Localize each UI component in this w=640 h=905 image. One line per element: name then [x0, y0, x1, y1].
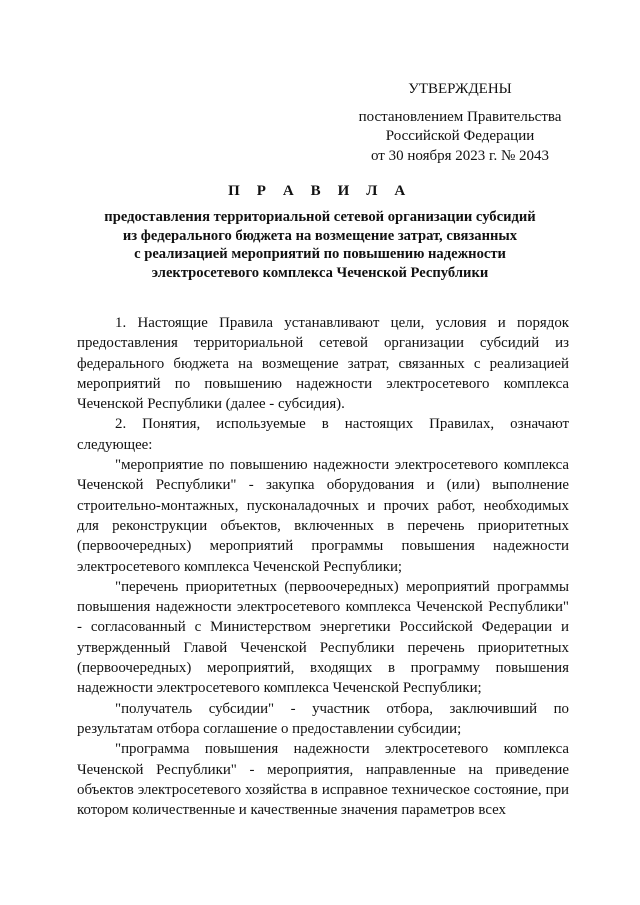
document-subtitle: [80, 208, 560, 282]
approval-block: [340, 80, 580, 166]
approval-line-1: постановлением Правительства: [358, 108, 562, 125]
paragraph-definition-measure: "мероприятие по повышению надежности электросетевого комплекса Чеченской Республики" - закупка оборудования и (или) выполнение строительно-монтажных, пусконаладочных и прочих работ, необходимых для реконструкции объектов, включенных в перечень приоритетных (первоочередных) мероприятий программы повышения надежности электросетевого комплекса Чеченской Республики;: [77, 457, 569, 575]
approval-heading: УТВЕРЖДЕНЫ: [408, 81, 512, 97]
subtitle-line-3: с реализацией мероприятий по повышению надежности: [134, 246, 506, 262]
paragraph-definition-recipient: "получатель субсидии" - участник отбора, заключивший по результатам отбора соглашение о предоставлении субсидии;: [77, 700, 569, 737]
approval-line-2: Российской Федерации: [385, 128, 535, 144]
approval-date-line: от 30 ноября 2023 г. № 2043: [370, 147, 550, 164]
paragraph-definition-priority-list: "перечень приоритетных (первоочередных) мероприятий программы повышения надежности электросетевого комплекса Чеченской Республики" - согласованный с Министерством энергетики Российской Федерации и утвержденный Главой Чеченской Республики перечень приоритетных (первоочередных) мероприятий, входящих в программу повышения надежности электросетевого комплекса Чеченской Республики;: [77, 578, 569, 697]
document-title: П Р А В И Л А: [228, 183, 412, 199]
subtitle-line-2: из федерального бюджета на возмещение затрат, связанных: [122, 227, 518, 244]
paragraph-clause-2: 2. Понятия, используемые в настоящих Правилах, означают следующее:: [77, 416, 569, 453]
subtitle-line-4: электросетевого комплекса Чеченской Республики: [151, 264, 489, 281]
approval-gap: [340, 100, 580, 108]
paragraph-clause-1: 1. Настоящие Правила устанавливают цели, условия и порядок предоставления территориальной сетевой организации субсидий из федерального бюджета на возмещение затрат, связанных с реализацией мероприятий по повышению надежности электросетевого комплекса Чеченской Республики (далее - субсидия).: [77, 315, 569, 413]
paragraph-definition-program: "программа повышения надежности электросетевого комплекса Чеченской Республики" - мероприятия, направленные на приведение объектов электросетевого хозяйства в исправное техническое состояние, при котором количественные и качественные значения параметров всех: [77, 741, 569, 819]
document-body: [77, 313, 569, 820]
subtitle-line-1: предоставления территориальной сетевой организации субсидий: [104, 209, 536, 225]
